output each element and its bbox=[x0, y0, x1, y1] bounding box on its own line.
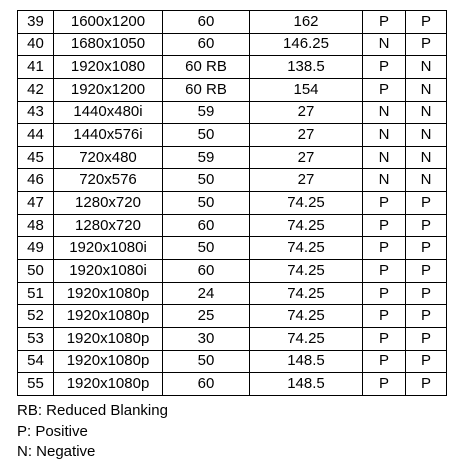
mode-index-cell: 48 bbox=[18, 214, 54, 237]
refresh-rate-cell: 60 RB bbox=[163, 56, 250, 79]
vsync-polarity-cell: N bbox=[406, 78, 447, 101]
timing-table bbox=[17, 10, 447, 396]
hsync-polarity-cell: P bbox=[363, 350, 406, 373]
refresh-rate-cell: 50 bbox=[163, 192, 250, 215]
vsync-polarity-cell: P bbox=[406, 327, 447, 350]
mode-index-cell: 54 bbox=[18, 350, 54, 373]
mode-index-cell: 52 bbox=[18, 305, 54, 328]
hsync-polarity-cell: P bbox=[363, 260, 406, 283]
hsync-polarity-cell: P bbox=[363, 327, 406, 350]
pixel-clock-cell: 146.25 bbox=[250, 33, 363, 56]
resolution-cell: 1920x1080p bbox=[54, 282, 163, 305]
table-row bbox=[18, 350, 447, 373]
resolution-cell: 1600x1200 bbox=[54, 11, 163, 34]
hsync-polarity-cell: N bbox=[363, 33, 406, 56]
vsync-polarity-cell: P bbox=[406, 237, 447, 260]
vsync-polarity-cell: N bbox=[406, 146, 447, 169]
vsync-polarity-cell: N bbox=[406, 124, 447, 147]
pixel-clock-cell: 74.25 bbox=[250, 282, 363, 305]
refresh-rate-cell: 25 bbox=[163, 305, 250, 328]
mode-index-cell: 40 bbox=[18, 33, 54, 56]
hsync-polarity-cell: N bbox=[363, 146, 406, 169]
table-row bbox=[18, 282, 447, 305]
table-row bbox=[18, 101, 447, 124]
hsync-polarity-cell: P bbox=[363, 237, 406, 260]
refresh-rate-cell: 60 bbox=[163, 11, 250, 34]
vsync-polarity-cell: P bbox=[406, 214, 447, 237]
table-row bbox=[18, 11, 447, 34]
pixel-clock-cell: 27 bbox=[250, 169, 363, 192]
pixel-clock-cell: 148.5 bbox=[250, 373, 363, 396]
resolution-cell: 1680x1050 bbox=[54, 33, 163, 56]
hsync-polarity-cell: P bbox=[363, 214, 406, 237]
table-row bbox=[18, 146, 447, 169]
table-row bbox=[18, 56, 447, 79]
resolution-cell: 1280x720 bbox=[54, 214, 163, 237]
table-row bbox=[18, 373, 447, 396]
refresh-rate-cell: 50 bbox=[163, 237, 250, 260]
pixel-clock-cell: 74.25 bbox=[250, 237, 363, 260]
vsync-polarity-cell: P bbox=[406, 282, 447, 305]
resolution-cell: 1440x480i bbox=[54, 101, 163, 124]
vsync-polarity-cell: N bbox=[406, 56, 447, 79]
mode-index-cell: 46 bbox=[18, 169, 54, 192]
table-row bbox=[18, 327, 447, 350]
legend-positive: P: Positive bbox=[17, 422, 88, 440]
pixel-clock-cell: 74.25 bbox=[250, 327, 363, 350]
vsync-polarity-cell: P bbox=[406, 192, 447, 215]
mode-index-cell: 55 bbox=[18, 373, 54, 396]
table-row bbox=[18, 78, 447, 101]
mode-index-cell: 53 bbox=[18, 327, 54, 350]
hsync-polarity-cell: P bbox=[363, 305, 406, 328]
refresh-rate-cell: 30 bbox=[163, 327, 250, 350]
hsync-polarity-cell: P bbox=[363, 56, 406, 79]
resolution-cell: 1280x720 bbox=[54, 192, 163, 215]
refresh-rate-cell: 60 RB bbox=[163, 78, 250, 101]
pixel-clock-cell: 74.25 bbox=[250, 192, 363, 215]
table-row bbox=[18, 192, 447, 215]
table-row bbox=[18, 305, 447, 328]
resolution-cell: 1920x1080 bbox=[54, 56, 163, 79]
pixel-clock-cell: 74.25 bbox=[250, 260, 363, 283]
pixel-clock-cell: 74.25 bbox=[250, 214, 363, 237]
hsync-polarity-cell: P bbox=[363, 11, 406, 34]
vsync-polarity-cell: P bbox=[406, 373, 447, 396]
vsync-polarity-cell: N bbox=[406, 101, 447, 124]
resolution-cell: 720x480 bbox=[54, 146, 163, 169]
hsync-polarity-cell: N bbox=[363, 101, 406, 124]
refresh-rate-cell: 60 bbox=[163, 214, 250, 237]
legend bbox=[17, 401, 168, 463]
hsync-polarity-cell: P bbox=[363, 192, 406, 215]
table-row bbox=[18, 169, 447, 192]
vsync-polarity-cell: P bbox=[406, 11, 447, 34]
timing-table-body bbox=[18, 11, 447, 396]
resolution-cell: 1920x1080i bbox=[54, 237, 163, 260]
mode-index-cell: 50 bbox=[18, 260, 54, 283]
mode-index-cell: 43 bbox=[18, 101, 54, 124]
mode-index-cell: 42 bbox=[18, 78, 54, 101]
mode-index-cell: 47 bbox=[18, 192, 54, 215]
pixel-clock-cell: 74.25 bbox=[250, 305, 363, 328]
resolution-cell: 1920x1200 bbox=[54, 78, 163, 101]
legend-negative: N: Negative bbox=[17, 443, 96, 460]
hsync-polarity-cell: P bbox=[363, 78, 406, 101]
table-row bbox=[18, 124, 447, 147]
resolution-cell: 1920x1080i bbox=[54, 260, 163, 283]
resolution-cell: 1920x1080p bbox=[54, 327, 163, 350]
pixel-clock-cell: 154 bbox=[250, 78, 363, 101]
pixel-clock-cell: 27 bbox=[250, 146, 363, 169]
table-row bbox=[18, 260, 447, 283]
refresh-rate-cell: 50 bbox=[163, 169, 250, 192]
table-row bbox=[18, 214, 447, 237]
refresh-rate-cell: 59 bbox=[163, 101, 250, 124]
refresh-rate-cell: 60 bbox=[163, 373, 250, 396]
mode-index-cell: 45 bbox=[18, 146, 54, 169]
hsync-polarity-cell: P bbox=[363, 373, 406, 396]
resolution-cell: 1920x1080p bbox=[54, 350, 163, 373]
vsync-polarity-cell: P bbox=[406, 305, 447, 328]
hsync-polarity-cell: P bbox=[363, 282, 406, 305]
legend-reduced-blanking: RB: Reduced Blanking bbox=[17, 402, 168, 419]
pixel-clock-cell: 148.5 bbox=[250, 350, 363, 373]
mode-index-cell: 49 bbox=[18, 237, 54, 260]
refresh-rate-cell: 24 bbox=[163, 282, 250, 305]
mode-index-cell: 44 bbox=[18, 124, 54, 147]
pixel-clock-cell: 27 bbox=[250, 101, 363, 124]
resolution-cell: 1920x1080p bbox=[54, 305, 163, 328]
hsync-polarity-cell: N bbox=[363, 169, 406, 192]
mode-index-cell: 51 bbox=[18, 282, 54, 305]
mode-index-cell: 39 bbox=[18, 11, 54, 34]
hsync-polarity-cell: N bbox=[363, 124, 406, 147]
table-row bbox=[18, 237, 447, 260]
refresh-rate-cell: 60 bbox=[163, 260, 250, 283]
pixel-clock-cell: 27 bbox=[250, 124, 363, 147]
pixel-clock-cell: 162 bbox=[250, 11, 363, 34]
table-row bbox=[18, 33, 447, 56]
mode-index-cell: 41 bbox=[18, 56, 54, 79]
refresh-rate-cell: 59 bbox=[163, 146, 250, 169]
vsync-polarity-cell: N bbox=[406, 169, 447, 192]
pixel-clock-cell: 138.5 bbox=[250, 56, 363, 79]
vsync-polarity-cell: P bbox=[406, 350, 447, 373]
resolution-cell: 1920x1080p bbox=[54, 373, 163, 396]
vsync-polarity-cell: P bbox=[406, 33, 447, 56]
resolution-cell: 720x576 bbox=[54, 169, 163, 192]
resolution-cell: 1440x576i bbox=[54, 124, 163, 147]
vsync-polarity-cell: P bbox=[406, 260, 447, 283]
refresh-rate-cell: 60 bbox=[163, 33, 250, 56]
refresh-rate-cell: 50 bbox=[163, 350, 250, 373]
refresh-rate-cell: 50 bbox=[163, 124, 250, 147]
